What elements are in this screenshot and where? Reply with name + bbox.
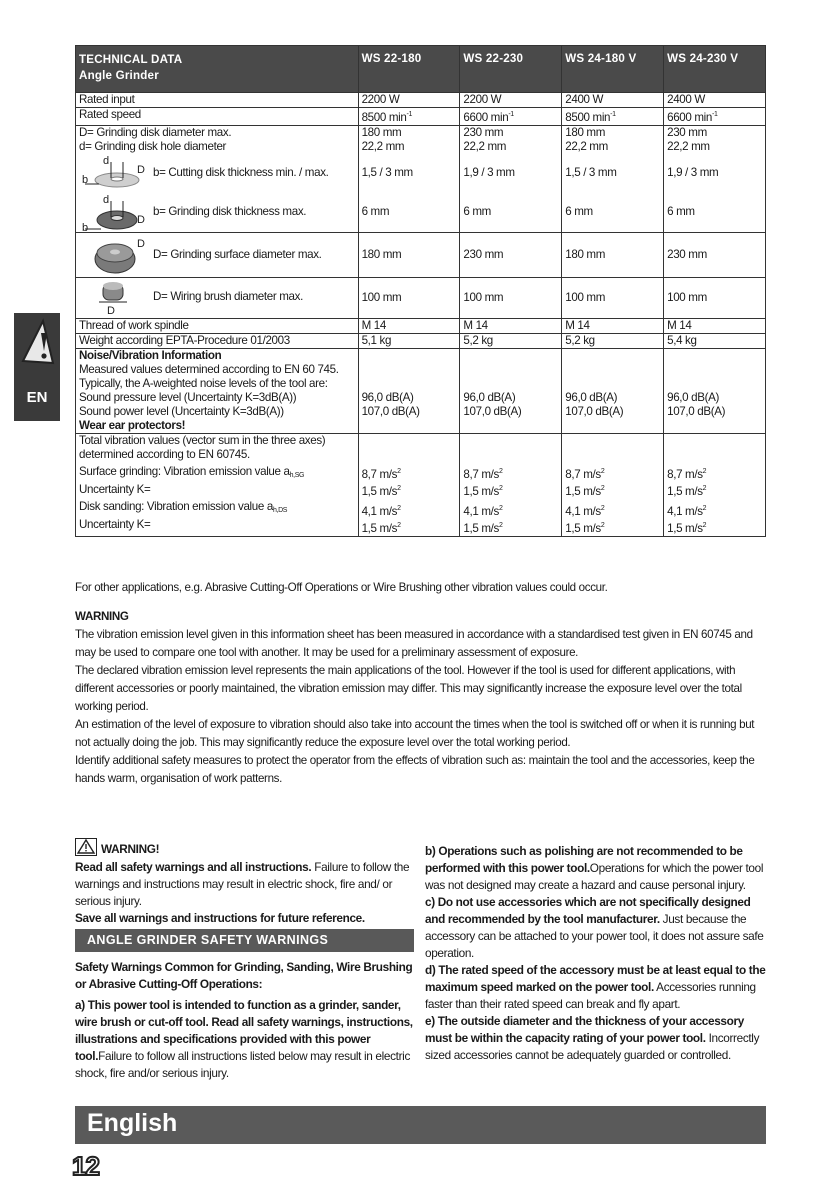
read-instructions-text: Read all safety warnings and all instructions. Failure to follow the warnings and instructions may result in electric shock, fire and/ or serious injury. [75, 860, 410, 908]
cell: 8,7 $m/s^2$ 1,5 $m/s^2$ 4,1 $m/s^2$ 1,5 $m/s^2$ [358, 434, 460, 537]
d-letter: d [103, 155, 109, 167]
model-header: WS 22-180 [358, 46, 460, 93]
d-letter: d [103, 194, 109, 206]
cell: 100 mm [562, 278, 664, 319]
table-row [76, 319, 766, 334]
save-instructions-text: Save all warnings and instructions for future reference. [75, 911, 365, 925]
technical-data-table [75, 45, 766, 537]
table-subtitle: Angle Grinder [79, 69, 159, 82]
cell: 180 mm [562, 233, 664, 278]
row-label [76, 278, 359, 319]
warning-triangle-icon [75, 838, 97, 856]
language-code: EN [26, 389, 48, 406]
row-label-text: b= Grinding disk thickness max. [153, 205, 307, 218]
vibration-label-cell: Total vibration values (vector sum in the three axes) determined according to EN 60745. Surface grinding: Vibration emission value $a_{h,SG}$ Uncertainty K= Disk sanding: Vibration emission value $a_{h,DS}$ Uncertainty K= [76, 434, 359, 537]
cell: 230 mm [460, 233, 562, 278]
warning-paragraph: The vibration emission level given in this information sheet has been measured in accordance with a standardised test given in EN 60745 and may be used to compare one tool with another. It may be used for a preliminary assessment of exposure. [75, 628, 753, 659]
warning-paragraph: Identify additional safety measures to protect the operator from the effects of vibration such as: maintain the tool and the accessories, keep the hands warm, organisation of work patterns. [75, 754, 755, 785]
warning-item-c: c) Do not use accessories which are not specifically designed and recommended by the tool manufacturer. Just because the accessory can be attached to your power tool, it does not assure safe operation. [425, 895, 764, 960]
cell: 6 mm [460, 192, 562, 233]
table-title-cell [76, 46, 359, 93]
general-warning-heading: WARNING! [75, 838, 414, 858]
cell: 6 mm [562, 192, 664, 233]
table-row [76, 108, 766, 126]
cell: 5,2 kg [562, 334, 664, 349]
warning-item-a: a) This power tool is intended to function as a grinder, sander, wire brush or cut-off tool. Read all safety warnings, instructions, illustrations and specifications provided with this power tool.Failure to follow all instructions listed below may result in electric shock, fire and/or serious injury. [75, 998, 413, 1080]
cell: 100 mm [664, 278, 766, 319]
row-label-text: b= Cutting disk thickness min. / max. [153, 166, 329, 179]
safety-right-column [425, 843, 766, 1064]
table-row [76, 233, 766, 278]
cell: 8,7 $m/s^2$ 1,5 $m/s^2$ 4,1 $m/s^2$ 1,5 $m/s^2$ [664, 434, 766, 537]
row-label [76, 233, 359, 278]
language-side-tab [14, 313, 60, 421]
cell: 96,0 dB(A) 107,0 dB(A) [460, 349, 562, 434]
cell: 1,5 / 3 mm [358, 154, 460, 192]
noise-text: Sound power level (Uncertainty K=3dB(A)) [79, 405, 284, 418]
noise-heading: Noise/Vibration Information [79, 349, 222, 362]
cell: 6 mm [664, 192, 766, 233]
b-letter: b [82, 222, 88, 233]
warning-triangle-icon [17, 317, 57, 375]
vibration-text: determined according to EN 60745. [79, 448, 250, 461]
row-label [76, 192, 359, 233]
cell: 2400 W [664, 93, 766, 108]
row-label-text: D= Grinding surface diameter max. [153, 248, 322, 261]
cell: 2200 W [460, 93, 562, 108]
table-row [76, 278, 766, 319]
cell: 230 mm 22,2 mm [664, 126, 766, 155]
cell: 2200 W [358, 93, 460, 108]
table-row [76, 334, 766, 349]
cell: 230 mm [664, 233, 766, 278]
row-label: Rated speed [76, 108, 359, 126]
cell: 230 mm 22,2 mm [460, 126, 562, 155]
cell: 180 mm 22,2 mm [562, 126, 664, 155]
cell: 8500 $\min^{-1}$ [562, 108, 664, 126]
noise-text: Typically, the A-weighted noise levels of the tool are: [79, 377, 328, 390]
cell: 96,0 dB(A) 107,0 dB(A) [664, 349, 766, 434]
row-label [76, 154, 359, 192]
D-letter: D [137, 164, 145, 176]
cell: 5,4 kg [664, 334, 766, 349]
vibration-text: Total vibration values (vector sum in the three axes) [79, 434, 326, 447]
footer-language: English [87, 1109, 178, 1137]
cell: 5,1 kg [358, 334, 460, 349]
D-letter: D [137, 238, 145, 250]
page-number: 12 [72, 1151, 99, 1181]
table-row [76, 154, 766, 192]
warning-paragraph: The declared vibration emission level represents the main applications of the tool. However if the tool is used for different applications, with different accessories or poorly maintained, the vibration emission may differ. This may significantly increase the exposure level over the total working period. [75, 664, 742, 713]
model-header: WS 22-230 [460, 46, 562, 93]
cell: 5,2 kg [460, 334, 562, 349]
row-label: Rated input [76, 93, 359, 108]
cell: 180 mm 22,2 mm [358, 126, 460, 155]
cell: 96,0 dB(A) 107,0 dB(A) [562, 349, 664, 434]
table-title: TECHNICAL DATA [79, 53, 183, 66]
safety-left-column [75, 838, 414, 1082]
table-header-row [76, 46, 766, 93]
D-letter: D [107, 305, 115, 317]
warning-item-d: d) The rated speed of the accessory must be at least equal to the maximum speed marked on the power tool. Accessories running faster than their rated speed can break and fly apart. [425, 963, 766, 1011]
cell: 100 mm [460, 278, 562, 319]
row-label: Weight according EPTA-Procedure 01/2003 [76, 334, 359, 349]
b-letter: b [82, 174, 88, 186]
cell: M 14 [460, 319, 562, 334]
grinding-surface-icon [81, 233, 149, 277]
ear-protectors-warning: Wear ear protectors! [79, 419, 186, 432]
cell: 1,9 / 3 mm [664, 154, 766, 192]
wire-brush-icon [81, 278, 149, 318]
model-header: WS 24-230 V [664, 46, 766, 93]
row-label: D= Grinding disk diameter max. d= Grinding disk hole diameter [76, 126, 359, 155]
common-warnings-heading: Safety Warnings Common for Grinding, Sanding, Wire Brushing or Abrasive Cutting-Off Operations: [75, 960, 413, 991]
row-label: Thread of work spindle [76, 319, 359, 334]
cell: M 14 [664, 319, 766, 334]
warning-item-e: e) The outside diameter and the thickness of your accessory must be within the capacity rating of your power tool. Incorrectly sized accessories cannot be adequately guarded or controlled. [425, 1014, 760, 1062]
table-row [76, 93, 766, 108]
cell: M 14 [358, 319, 460, 334]
cell: 96,0 dB(A) 107,0 dB(A) [358, 349, 460, 434]
cell: 100 mm [358, 278, 460, 319]
cell: 6 mm [358, 192, 460, 233]
cell: 8,7 $m/s^2$ 1,5 $m/s^2$ 4,1 $m/s^2$ 1,5 $m/s^2$ [460, 434, 562, 537]
vibration-warning-block [75, 608, 765, 788]
section-banner: ANGLE GRINDER SAFETY WARNINGS [75, 929, 414, 952]
grinding-disk-icon [81, 193, 149, 233]
table-row [76, 349, 766, 434]
warning-title: WARNING [75, 610, 129, 623]
table-row [76, 192, 766, 233]
table-row [76, 434, 766, 537]
model-header: WS 24-180 V [562, 46, 664, 93]
warning-paragraph: An estimation of the level of exposure to vibration should also take into account the times when the tool is switched off or when it is running but not actually doing the job. This may significantly reduce the exposure level over the total working period. [75, 718, 755, 749]
cell: 8500 $\min^{-1}$ [358, 108, 460, 126]
cell: 8,7 $m/s^2$ 1,5 $m/s^2$ 4,1 $m/s^2$ 1,5 $m/s^2$ [562, 434, 664, 537]
cell: 6600 $\min^{-1}$ [460, 108, 562, 126]
cell: 2400 W [562, 93, 664, 108]
cell: 1,9 / 3 mm [460, 154, 562, 192]
D-letter: D [137, 214, 145, 226]
language-footer-bar [75, 1106, 766, 1144]
cell: 6600 $\min^{-1}$ [664, 108, 766, 126]
cell: M 14 [562, 319, 664, 334]
noise-text: Sound pressure level (Uncertainty K=3dB(A)) [79, 391, 297, 404]
noise-label-cell [76, 349, 359, 434]
warning-item-b: b) Operations such as polishing are not recommended to be performed with this power tool.Operations for which the power tool was not designed may create a hazard and cause personal injury. [425, 844, 764, 892]
table-row [76, 126, 766, 155]
cell: 180 mm [358, 233, 460, 278]
noise-text: Measured values determined according to EN 60 745. [79, 363, 339, 376]
row-label-text: D= Wiring brush diameter max. [153, 290, 303, 303]
other-applications-note: For other applications, e.g. Abrasive Cutting-Off Operations or Wire Brushing other vibration values could occur. [75, 581, 608, 594]
cell: 1,5 / 3 mm [562, 154, 664, 192]
cutting-disk-icon [81, 154, 149, 192]
